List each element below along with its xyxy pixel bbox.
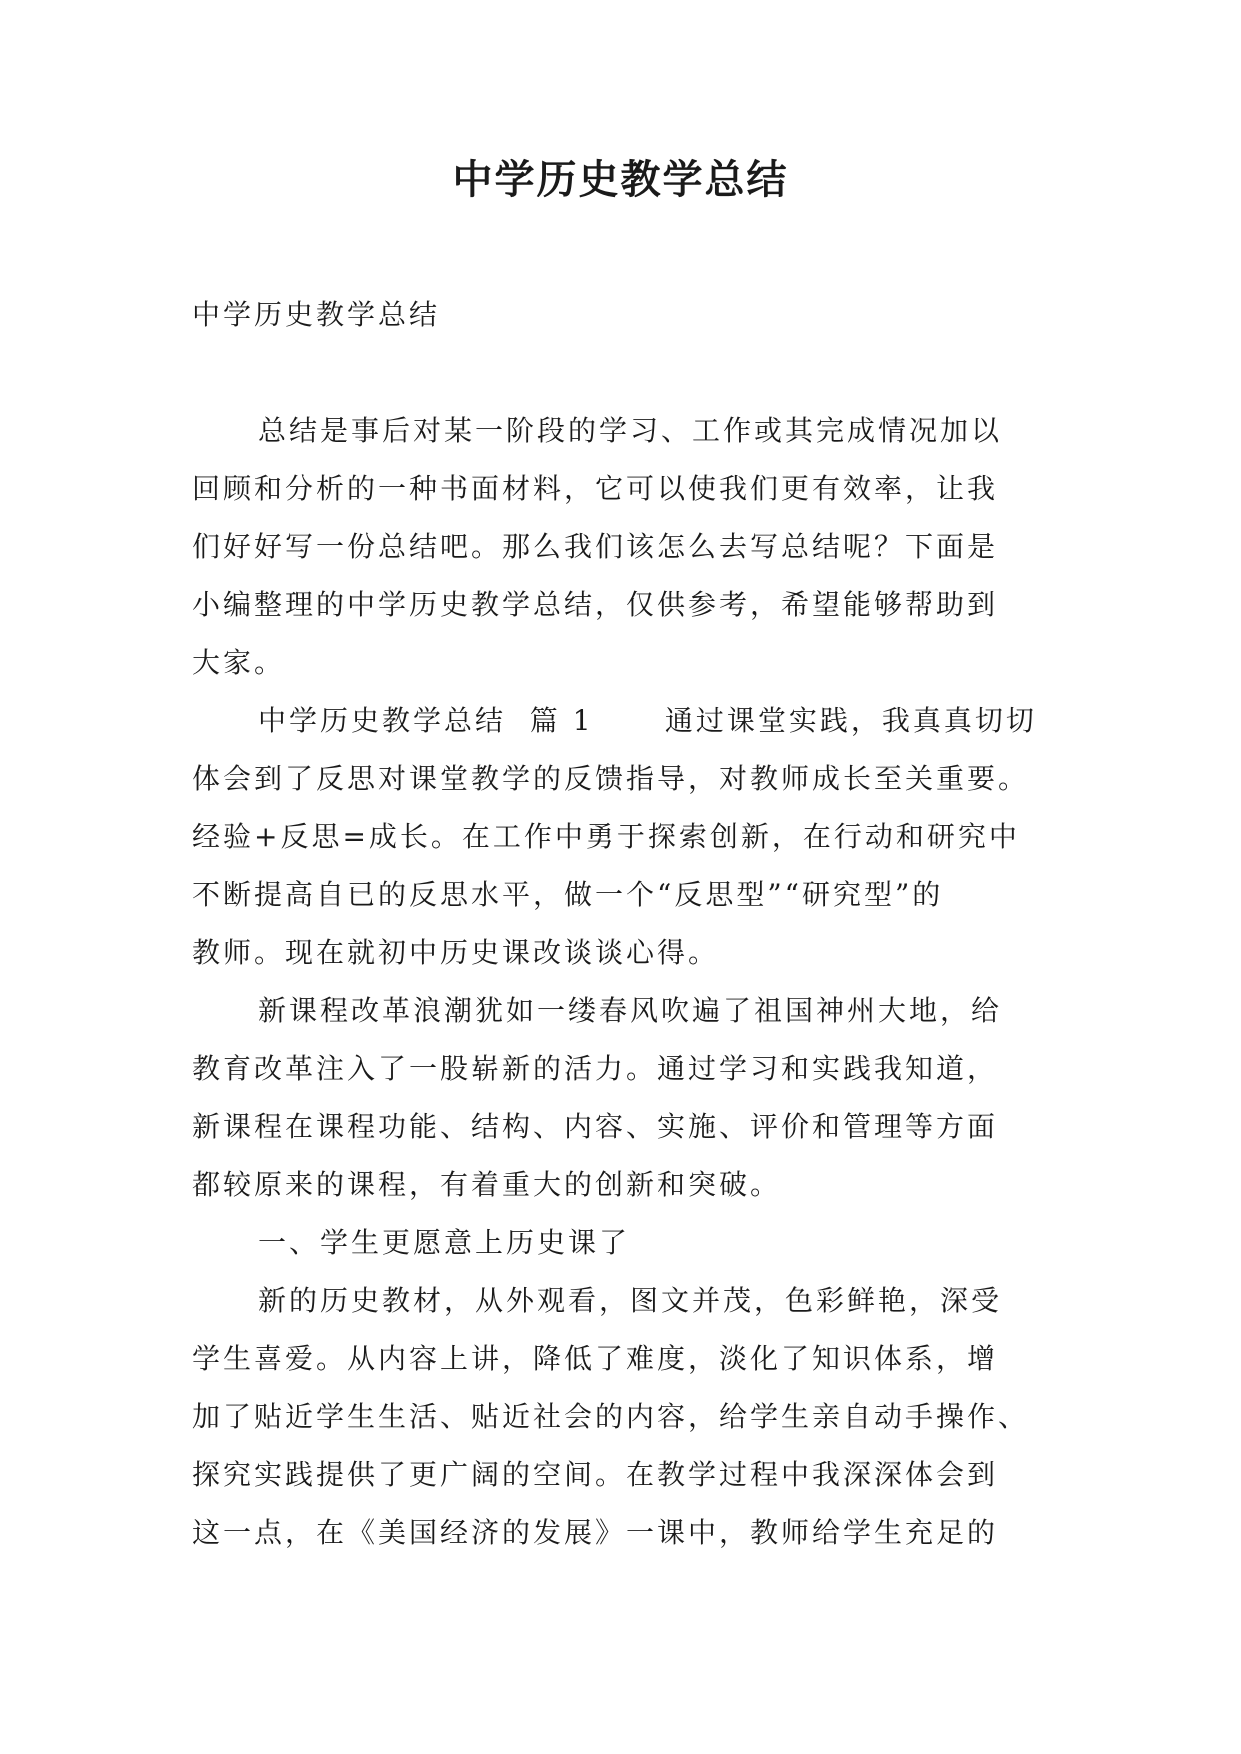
text-line: 回顾和分析的一种书面材料，它可以使我们更有效率，让我 bbox=[192, 472, 999, 505]
text-line: 总结是事后对某一阶段的学习、工作或其完成情况加以 bbox=[258, 414, 1003, 447]
text-line: 大家。 bbox=[192, 646, 286, 679]
text-line: 教师。现在就初中历史课改谈谈心得。 bbox=[192, 936, 720, 969]
paragraph-new-textbook bbox=[192, 1272, 1058, 1562]
text-line: 探究实践提供了更广阔的空间。在教学过程中我深深体会到 bbox=[192, 1458, 999, 1491]
text-line: 体会到了反思对课堂教学的反馈指导，对教师成长至关重要。 bbox=[192, 762, 1030, 795]
text-line: 们好好写一份总结吧。那么我们该怎么去写总结呢？下面是 bbox=[192, 530, 999, 563]
paragraph-intro bbox=[192, 402, 1058, 692]
text-line: 不断提高自已的反思水平，做一个“反思型”“研究型”的 bbox=[192, 878, 944, 911]
text-line: 新的历史教材，从外观看，图文并茂，色彩鲜艳，深受 bbox=[258, 1284, 1003, 1317]
document-body bbox=[192, 286, 1058, 1562]
paragraph-curriculum-reform bbox=[192, 982, 1058, 1214]
text-line: 一、学生更愿意上历史课了 bbox=[258, 1226, 631, 1259]
text-line: 新课程改革浪潮犹如一缕春风吹遍了祖国神州大地，给 bbox=[258, 994, 1003, 1027]
section-heading-1 bbox=[192, 1214, 1058, 1272]
text-line: 教育改革注入了一股崭新的活力。通过学习和实践我知道， bbox=[192, 1052, 999, 1085]
text-line: 新课程在课程功能、结构、内容、实施、评价和管理等方面 bbox=[192, 1110, 999, 1143]
document-subtitle: 中学历史教学总结 bbox=[192, 298, 441, 331]
document-title: 中学历史教学总结 bbox=[452, 156, 789, 203]
text-line: 学生喜爱。从内容上讲，降低了难度，淡化了知识体系，增 bbox=[192, 1342, 999, 1375]
text-line: 经验+反思=成长。在工作中勇于探索创新，在行动和研究中 bbox=[192, 820, 1020, 853]
text-line: 小编整理的中学历史教学总结，仅供参考，希望能够帮助到 bbox=[192, 588, 999, 621]
paragraph-part-1 bbox=[192, 692, 1058, 982]
text-line: 都较原来的课程，有着重大的创新和突破。 bbox=[192, 1168, 782, 1201]
text-line: 加了贴近学生生活、贴近社会的内容，给学生亲自动手操作、 bbox=[192, 1400, 1030, 1433]
text-line: 中学历史教学总结 篇 1 通过课堂实践，我真真切切 bbox=[258, 704, 1037, 737]
text-line: 这一点，在《美国经济的发展》一课中，教师给学生充足的 bbox=[192, 1516, 999, 1549]
